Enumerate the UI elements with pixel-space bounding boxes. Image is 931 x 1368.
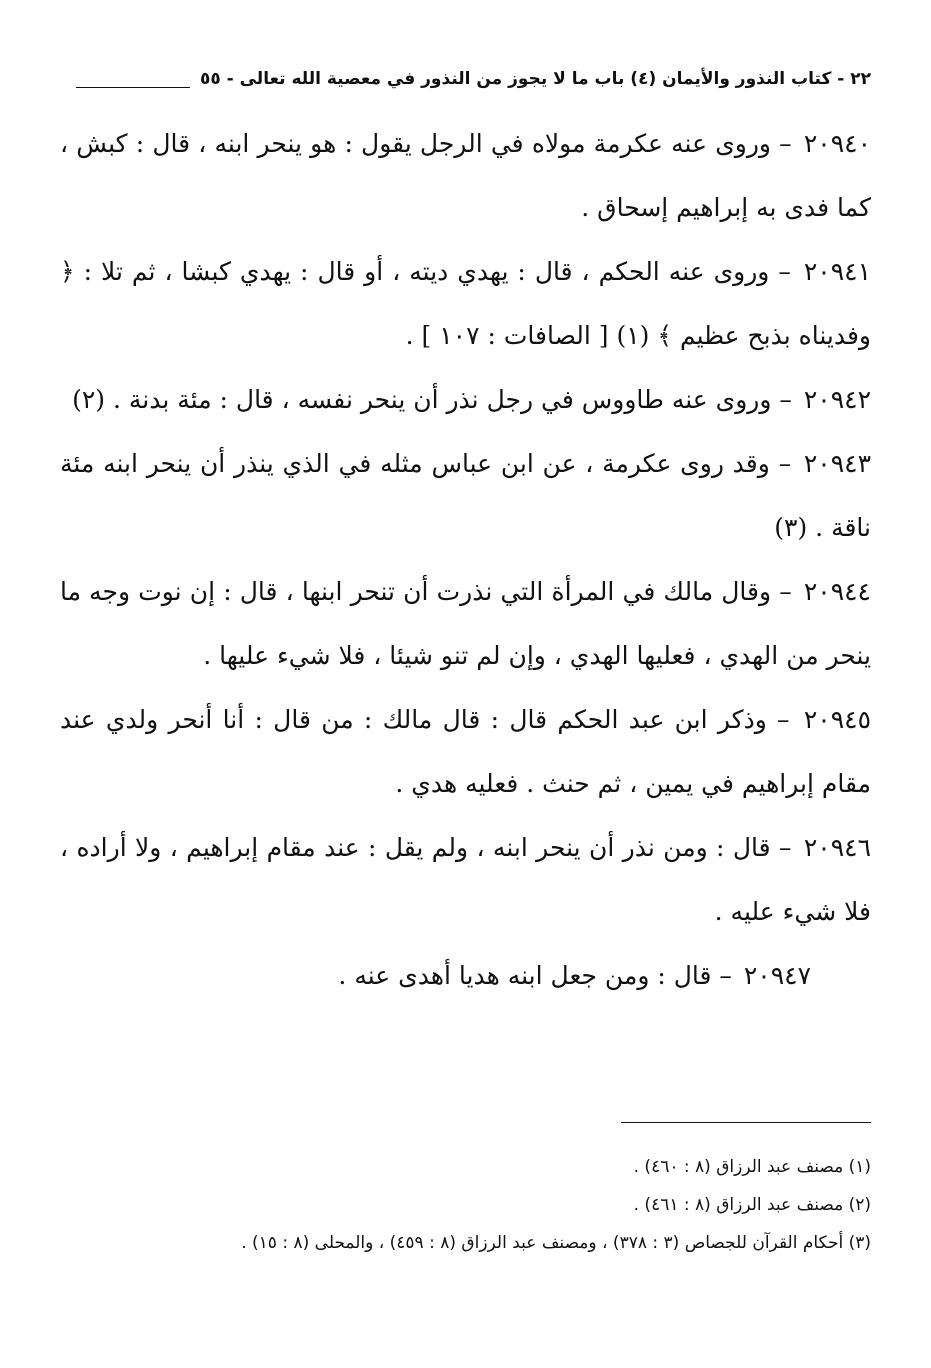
paragraph-text: – قال : ومن جعل ابنه هديا أهدى عنه . (338, 961, 732, 990)
paragraph-20944 (60, 560, 871, 688)
paragraph-number: ٢٠٩٤٥ (803, 705, 871, 734)
paragraph-number: ٢٠٩٤٢ (803, 385, 871, 414)
header-title: ٢٢ - كتاب النذور والأيمان (٤) باب ما لا يجوز من النذور في معصية الله تعالى - ٥٥ (199, 69, 871, 89)
footnote-2: (٢) مصنف عبد الرزاق (٨ : ٤٦١) . (633, 1195, 871, 1215)
paragraph-text: – قال : ومن نذر أن ينحر ابنه ، ولم يقل : عند مقام إبراهيم ، ولا أراده ، فلا شيء عليه . (60, 833, 871, 926)
paragraph-text: – وروى عنه طاووس في رجل نذر أن ينحر نفسه ، قال : مئة بدنة . (٢) (72, 385, 792, 414)
paragraph-20941 (60, 240, 871, 368)
paragraph-text: – وقال مالك في المرأة التي نذرت أن تنحر ابنها ، قال : إن نوت وجه ما ينحر من الهدي ، فعليها الهدي ، وإن لم تنو شيئا ، فلا شيء عليها . (60, 577, 871, 670)
main-text (60, 112, 871, 1008)
paragraph-number: ٢٠٩٤١ (803, 257, 872, 286)
paragraph-20942 (60, 368, 871, 432)
paragraph-20940 (60, 112, 871, 240)
running-header (76, 58, 871, 92)
paragraph-number: ٢٠٩٤٦ (803, 833, 871, 862)
footnote-3: (٣) أحكام القرآن للجصاص (٣ : ٣٧٨) ، ومصنف عبد الرزاق (٨ : ٤٥٩) ، والمحلى (٨ : ١٥) . (241, 1233, 871, 1253)
paragraph-text: – وروى عنه الحكم ، قال : يهدي ديته ، أو قال : يهدي كبشا ، ثم تلا : ﴿ وفديناه بذبح عظيم ﴾ (١) [ الصافات : ١٠٧ ] . (60, 257, 871, 350)
paragraph-20946 (60, 816, 871, 944)
paragraph-20945 (60, 688, 871, 816)
paragraph-text: – وروى عنه عكرمة مولاه في الرجل يقول : هو ينحر ابنه ، قال : كبش ، كما فدى به إبراهيم إسحاق . (60, 129, 871, 222)
footnote-separator (621, 1122, 871, 1123)
header-rule (76, 87, 190, 88)
footnote-1: (١) مصنف عبد الرزاق (٨ : ٤٦٠) . (633, 1157, 871, 1177)
paragraph-20947 (60, 944, 871, 1008)
paragraph-text: – وقد روى عكرمة ، عن ابن عباس مثله في الذي ينذر أن ينحر ابنه مئة ناقة . (٣) (60, 449, 871, 542)
paragraph-number: ٢٠٩٤٧ (743, 961, 811, 990)
paragraph-20943 (60, 432, 871, 560)
paragraph-number: ٢٠٩٤٤ (803, 577, 871, 606)
paragraph-text: – وذكر ابن عبد الحكم قال : قال مالك : من قال : أنا أنحر ولدي عند مقام إبراهيم في يمين ، ثم حنث . فعليه هدي . (60, 705, 871, 798)
footnotes (60, 1148, 871, 1262)
paragraph-number: ٢٠٩٤٣ (803, 449, 872, 478)
paragraph-number: ٢٠٩٤٠ (803, 129, 871, 158)
